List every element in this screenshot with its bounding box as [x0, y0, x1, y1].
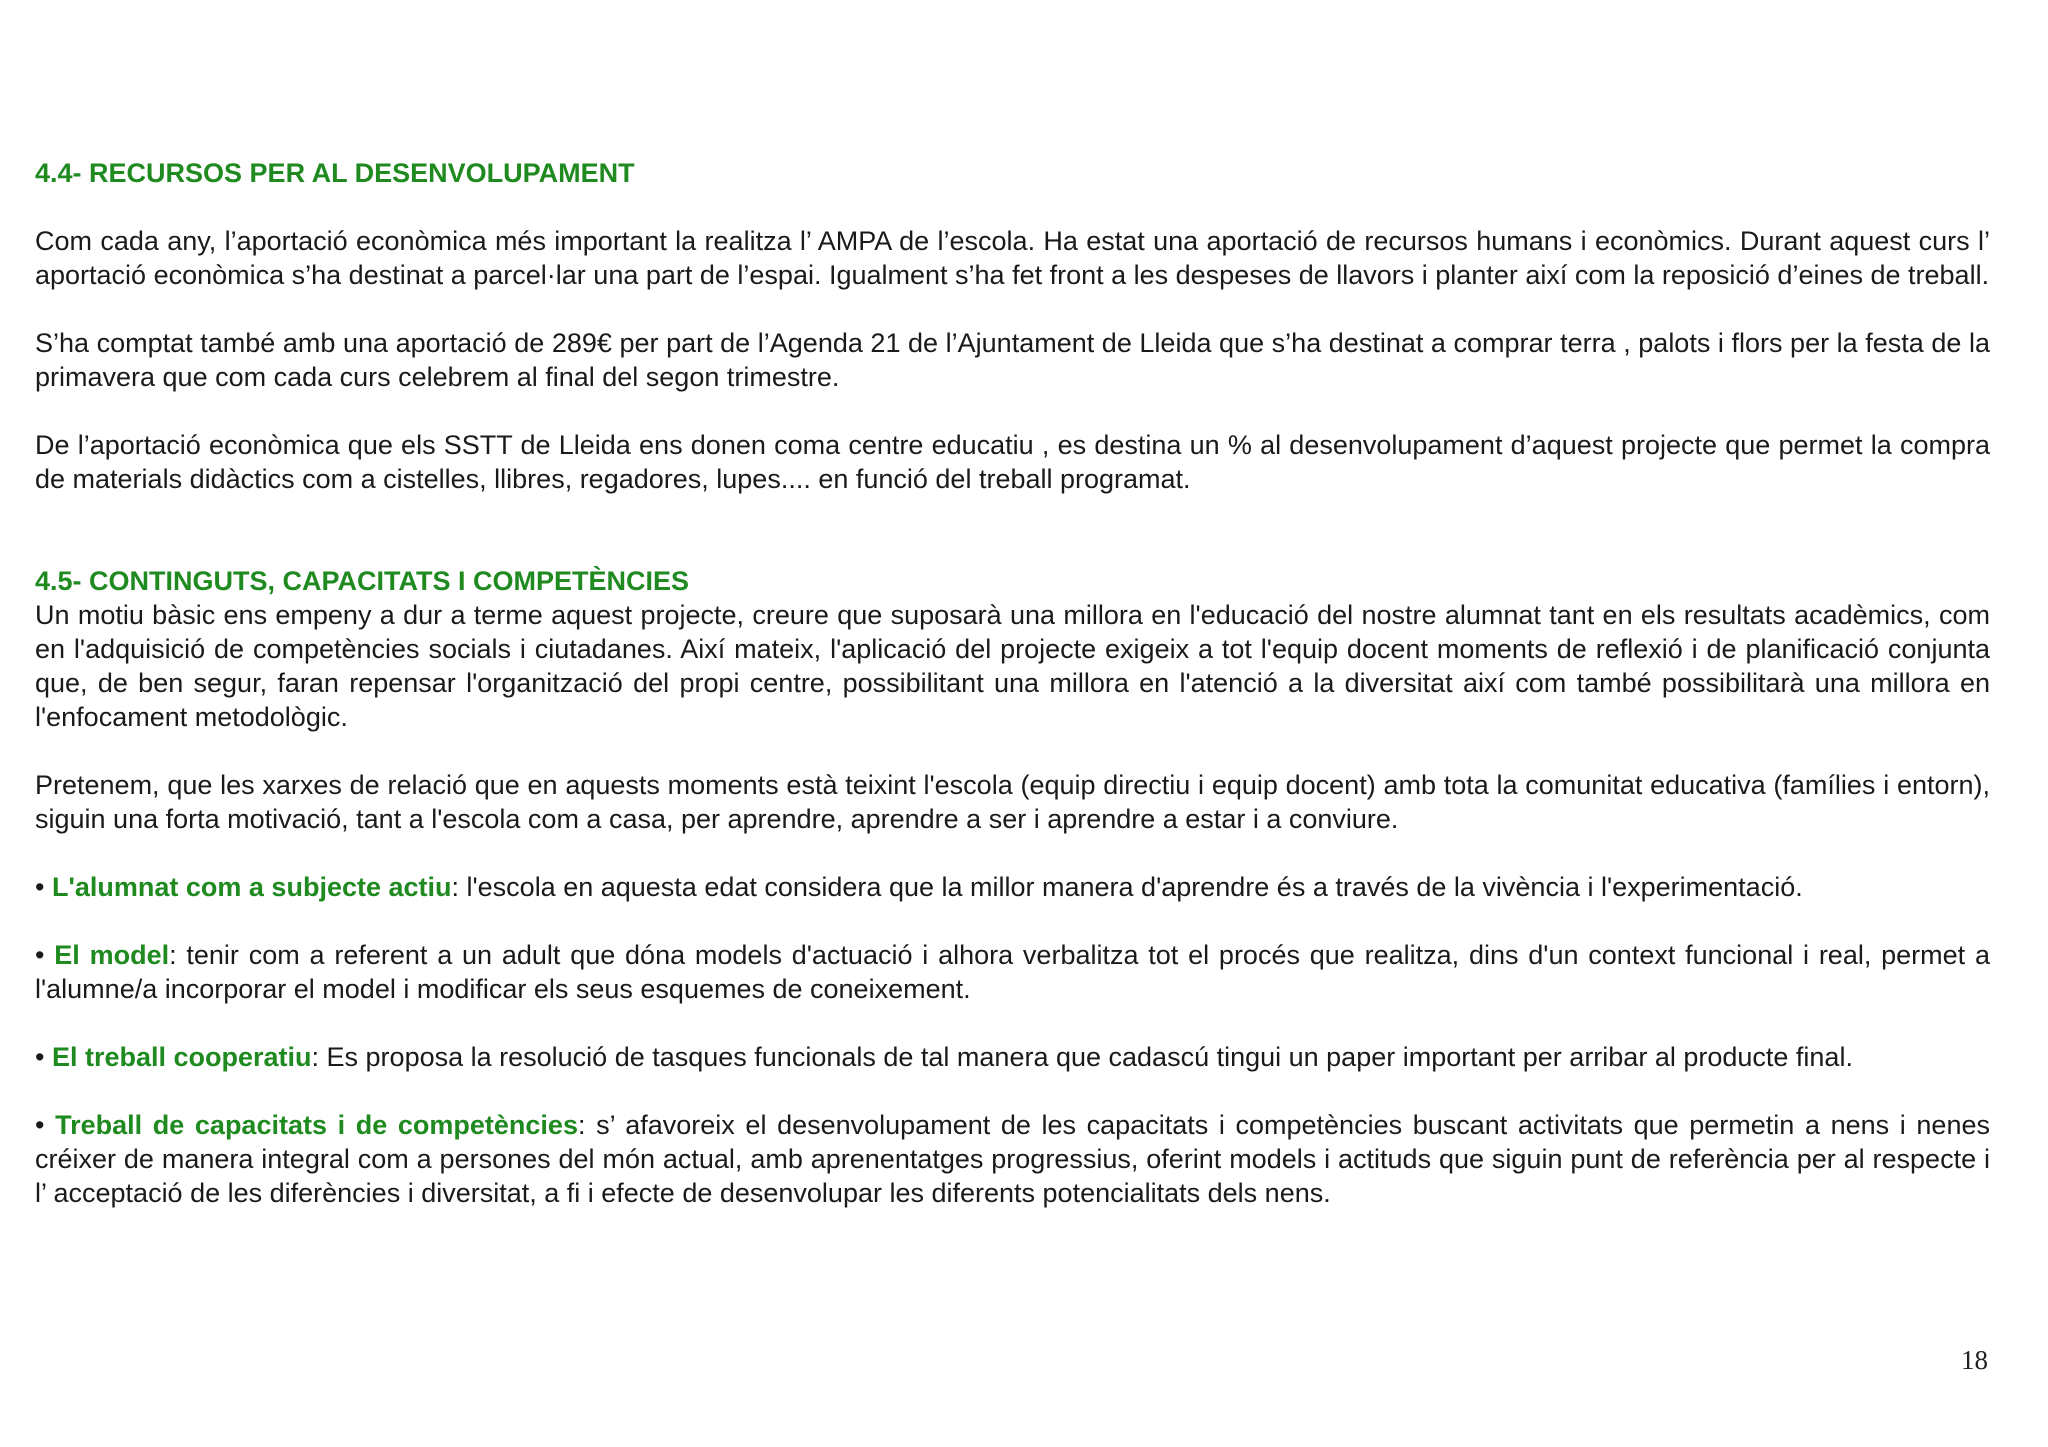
bullet-item: • El treball cooperatiu: Es proposa la resolució de tasques funcionals de tal manera que cadascú tingui un paper important per arribar al producte final.	[35, 1042, 1853, 1072]
bullet-title: El model	[54, 940, 170, 970]
bullet-title: Treball de capacitats i de competències	[55, 1110, 578, 1140]
paragraph-motiu: Un motiu bàsic ens empeny a dur a terme aquest projecte, creure que suposarà una millora en l'educació del nostre alumnat tant en els resultats acadèmics, com en l'adquisició de competències socials i ciutadanes. Així mateix, l'aplicació del projecte exigeix a tot l'equip docent moments de reflexió i de planificació conjunta que, de ben segur, faran repensar l'organització del propi centre, possibilitant una millora en l'atenció a la diversitat així com també possibilitarà una millora en l'enfocament metodològic.	[35, 600, 1990, 732]
bullet-text: : tenir com a referent a un adult que dóna models d'actuació i alhora verbalitza tot el procés que realitza, dins d'un context funcional i real, permet a l'alumne/a incorporar el model i modificar els seus esquemes de coneixement.	[35, 940, 1990, 1004]
section-heading-4-4: 4.4- RECURSOS PER AL DESENVOLUPAMENT	[35, 158, 635, 188]
bullet-text: : l'escola en aquesta edat considera que la millor manera d'aprendre és a través de la vivència i l'experimentació.	[451, 872, 1803, 902]
bullet-title: L'alumnat com a subjecte actiu	[51, 872, 452, 902]
bullet-title: El treball cooperatiu	[51, 1042, 312, 1072]
paragraph-pretenem: Pretenem, que les xarxes de relació que en aquests moments està teixint l'escola (equip directiu i equip docent) amb tota la comunitat educativa (famílies i entorn), siguin una forta motivació, tant a l'escola com a casa, per aprendre, aprendre a ser i aprendre a estar i a conviure.	[35, 770, 1990, 834]
bullet-text: : s’ afavoreix el desenvolupament de les capacitats i competències buscant activitats que permetin a nens i nenes créixer de manera integral com a persones del món actual, amb aprenentatges progressius, oferint models i actituds que siguin punt de referència per al respecte i l’ acceptació de les diferències i diversitat, a fi i efecte de desenvolupar les diferents potencialitats dels nens.	[35, 1110, 1990, 1208]
bullet-item: • Treball de capacitats i de competències: s’ afavoreix el desenvolupament de les capacitats i competències buscant activitats que permetin a nens i nenes créixer de manera integral com a persones del món actual, amb aprenentatges progressius, oferint models i actituds que siguin punt de referència per al respecte i l’ acceptació de les diferències i diversitat, a fi i efecte de desenvolupar les diferents potencialitats dels nens.	[35, 1110, 1990, 1208]
paragraph-sstt: De l’aportació econòmica que els SSTT de Lleida ens donen coma centre educatiu , es destina un % al desenvolupament d’aquest projecte que permet la compra de materials didàctics com a cistelles, llibres, regadores, lupes.... en funció del treball programat.	[35, 430, 1990, 494]
paragraph-ampa: Com cada any, l’aportació econòmica més important la realitza l’ AMPA de l’escola. Ha estat una aportació de recursos humans i econòmics. Durant aquest curs l’ aportació econòmica s’ha destinat a parcel·lar una part de l’espai. Igualment s’ha fet front a les despeses de llavors i planter així com la reposició d’eines de treball.	[35, 226, 1990, 290]
section-heading-4-5: 4.5- CONTINGUTS, CAPACITATS I COMPETÈNCIES	[35, 566, 690, 596]
paragraph-agenda21: S’ha comptat també amb una aportació de 289€ per part de l’Agenda 21 de l’Ajuntament de Lleida que s’ha destinat a comprar terra , palots i flors per la festa de la primavera que com cada curs celebrem al final del segon trimestre.	[35, 328, 1990, 392]
bullet-text: : Es proposa la resolució de tasques funcionals de tal manera que cadascú tingui un paper important per arribar al producte final.	[311, 1042, 1853, 1072]
bullet-item: • El model: tenir com a referent a un adult que dóna models d'actuació i alhora verbalitza tot el procés que realitza, dins d'un context funcional i real, permet a l'alumne/a incorporar el model i modificar els seus esquemes de coneixement.	[35, 940, 1990, 1004]
page-number: 18	[1961, 1345, 1988, 1375]
page-content	[35, 156, 1990, 1210]
bullet-item: • L'alumnat com a subjecte actiu: l'escola en aquesta edat considera que la millor manera d'aprendre és a través de la vivència i l'experimentació.	[35, 872, 1803, 902]
